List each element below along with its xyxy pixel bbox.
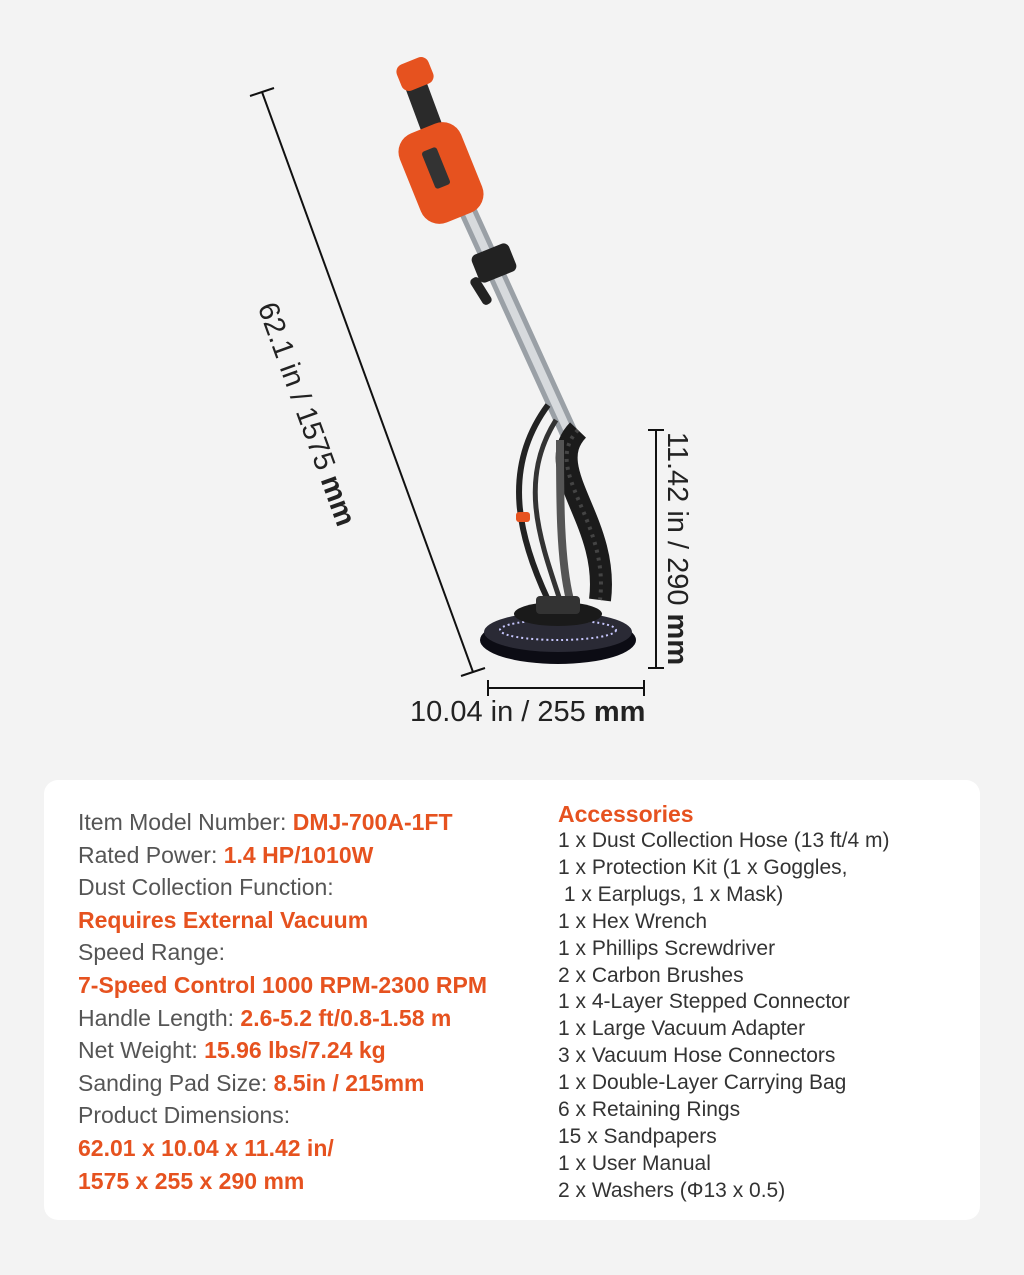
- accessories-title: Accessories: [558, 801, 694, 827]
- spec-label: Item Model Number:: [78, 809, 293, 835]
- spec-label: Speed Range:: [78, 939, 226, 966]
- spec-label: Net Weight:: [78, 1037, 205, 1064]
- spec-dust-value: [78, 904, 548, 937]
- spec-label: Sanding Pad Size:: [78, 1069, 274, 1096]
- accessory-item: 2 x Carbon Brushes: [558, 963, 744, 987]
- spec-pad: [78, 1067, 548, 1100]
- accessory-item: 1 x Large Vacuum Adapter: [558, 1017, 806, 1041]
- spec-value: 2.6-5.2 ft/0.8-1.58 m: [240, 1004, 452, 1031]
- spec-value: 7-Speed Control 1000 RPM-2300 RPM: [78, 971, 488, 998]
- width-dimension-label: [410, 696, 645, 729]
- accessory-item: 1 x Earplugs, 1 x Mask): [558, 882, 784, 906]
- spec-speed-value: [78, 969, 548, 1002]
- base-height-unit-bold: mm: [661, 613, 694, 666]
- spec-handle: [78, 1002, 548, 1035]
- spec-power: [78, 839, 548, 872]
- base-height-unit: in / 290: [661, 502, 694, 614]
- spec-value: 15.96 lbs/7.24 kg: [204, 1037, 386, 1064]
- sander-handle: [392, 55, 489, 230]
- accessory-item: 1 x Protection Kit (1 x Goggles,: [558, 855, 848, 879]
- spec-model: [78, 806, 548, 839]
- spec-list: [78, 806, 548, 1197]
- accessory-item: 1 x Dust Collection Hose (13 ft/4 m): [558, 829, 890, 852]
- sanding-head: [480, 596, 636, 664]
- accessory-item: 1 x Double-Layer Carrying Bag: [558, 1071, 847, 1095]
- accessory-item: 1 x User Manual: [558, 1151, 711, 1175]
- accessory-item: 1 x Hex Wrench: [558, 909, 707, 933]
- height-unit: in / 1575: [270, 351, 344, 482]
- width-unit-bold: mm: [593, 696, 646, 728]
- width-dimension-line: [488, 680, 644, 696]
- spec-value: 8.5in / 215mm: [273, 1069, 425, 1096]
- spec-label: Product Dimensions:: [78, 1102, 291, 1129]
- spec-dimensions-in: [78, 1132, 548, 1165]
- accessory-item: 15 x Sandpapers: [558, 1124, 717, 1148]
- spec-value: DMJ-700A-1FT: [292, 809, 453, 835]
- accessory-item: 1 x 4-Layer Stepped Connector: [558, 990, 850, 1014]
- spec-label: Dust Collection Function:: [78, 874, 334, 901]
- spec-label: Handle Length:: [78, 1004, 241, 1031]
- width-value: 10.04: [410, 696, 483, 728]
- accessory-item: 2 x Washers (Φ13 x 0.5): [558, 1178, 786, 1202]
- accessory-item: 1 x Phillips Screwdriver: [558, 936, 776, 960]
- accessory-item: 3 x Vacuum Hose Connectors: [558, 1044, 836, 1068]
- spec-dimensions-mm: [78, 1165, 548, 1198]
- spec-label: Rated Power:: [78, 841, 224, 868]
- width-unit: in / 255: [482, 696, 594, 728]
- accessories-list: [558, 800, 968, 1205]
- spec-value: 62.01 x 10.04 x 11.42 in/: [78, 1134, 334, 1161]
- spec-value: 1.4 HP/1010W: [223, 841, 374, 868]
- spec-weight: [78, 1034, 548, 1067]
- spec-card: [44, 780, 980, 1220]
- height-unit-bold: mm: [313, 470, 362, 531]
- accessory-item: 6 x Retaining Rings: [558, 1098, 741, 1122]
- spec-dimensions-label: [78, 1099, 548, 1132]
- spec-speed-label: [78, 936, 548, 969]
- base-height-value: 11.42: [661, 431, 694, 503]
- height-value: 62.1: [250, 298, 301, 363]
- spec-value: Requires External Vacuum: [78, 906, 369, 933]
- spec-value: 1575 x 255 x 290 mm: [78, 1167, 305, 1194]
- hose-clip: [516, 512, 530, 522]
- base-height-dimension-label: [660, 432, 693, 665]
- spec-dust-label: [78, 871, 548, 904]
